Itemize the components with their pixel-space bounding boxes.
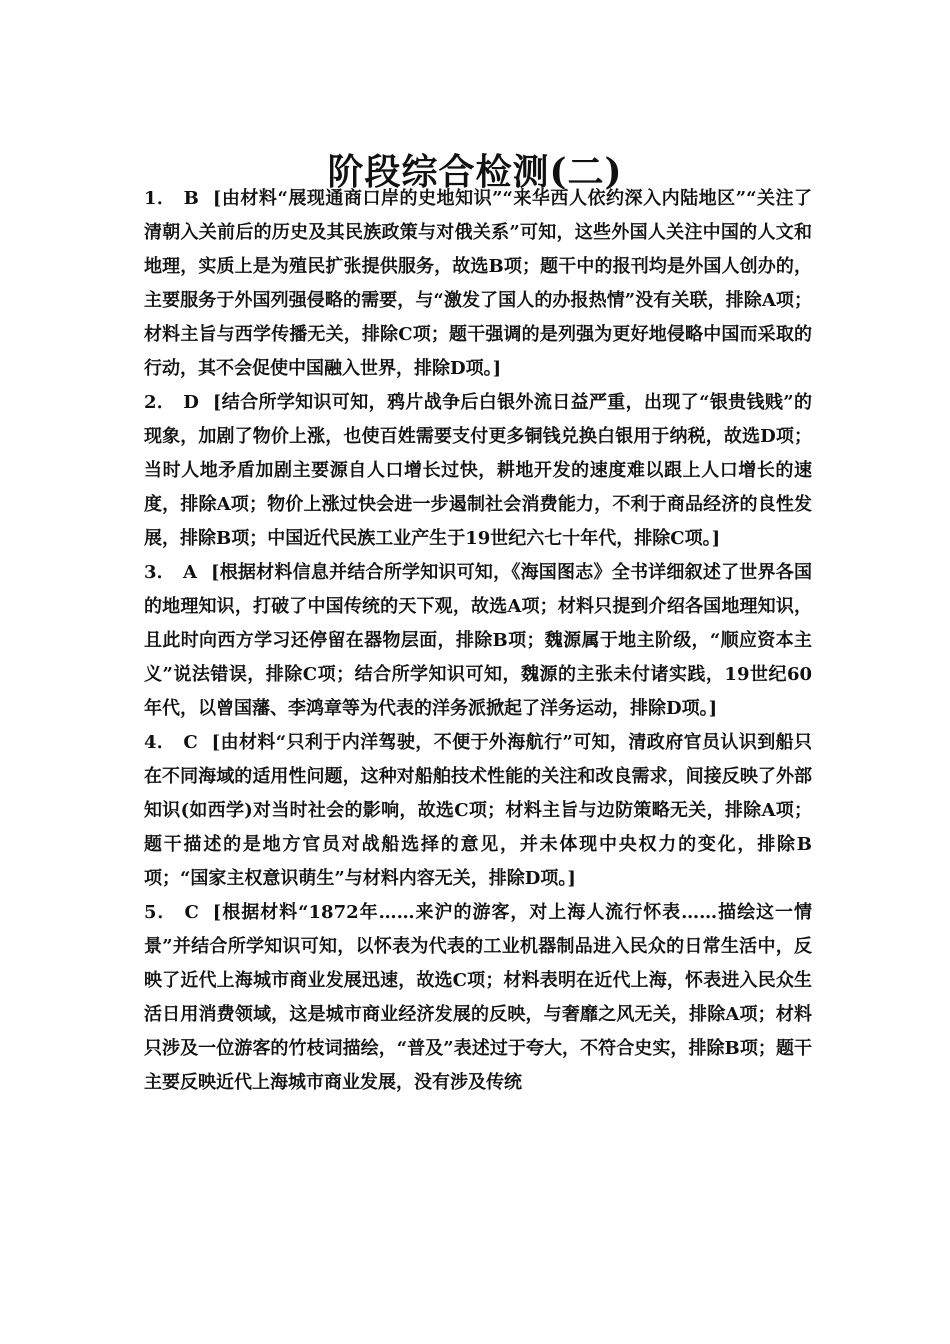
question-number: 1． (144, 188, 176, 209)
answer-explanation: [由材料“只利于内洋驾驶，不便于外海航行”可知，清政府官员认识到船只在不同海域的适用性问题，这种对船舶技术性能的关注和改良需求，间接反映了外部知识(如西学)对当时社会的影响，故选C项；材料主旨与边防策略无关，排除A项；题干描述的是地方官员对战船选择的意见，并未体现中央权力的变化，排除B项；“国家主权意识萌生”与材料内容无关，排除D项。] (144, 732, 812, 889)
answer-choice: C (183, 732, 198, 753)
answer-choice: C (184, 902, 199, 923)
answer-item-4 (144, 726, 812, 896)
answer-choice: B (183, 188, 199, 209)
answer-item-3 (144, 556, 812, 726)
answer-explanation: [结合所学知识可知，鸦片战争后白银外流日益严重，出现了“银贵钱贱”的现象，加剧了物价上涨，也使百姓需要支付更多铜钱兑换白银用于纳税，故选D项；当时人地矛盾加剧主要源自人口增长过快，耕地开发的速度难以跟上人口增长的速度，排除A项；物价上涨过快会进一步遏制社会消费能力，不利于商品经济的良性发展，排除B项；中国近代民族工业产生于19世纪六七十年代，排除C项。] (144, 392, 812, 549)
answer-item-2 (144, 386, 812, 556)
page-title: 阶段综合检测(二) (327, 151, 623, 194)
answer-choice: D (183, 392, 199, 413)
question-number: 4． (144, 732, 176, 753)
answer-item-5 (144, 896, 812, 1100)
question-number: 2． (144, 392, 176, 413)
answer-list (144, 182, 812, 1100)
answer-explanation: [由材料“展现通商口岸的史地知识”“来华西人依约深入内陆地区”“关注了清朝入关前后的历史及其民族政策与对俄关系”可知，这些外国人关注中国的人文和地理，实质上是为殖民扩张提供服务，故选B项；题干中的报刊均是外国人创办的，主要服务于外国列强侵略的需要，与“激发了国人的办报热情”没有关联，排除A项；材料主旨与西学传播无关，排除C项；题干强调的是列强为更好地侵略中国而采取的行动，其不会促使中国融入世界，排除D项。] (144, 188, 813, 379)
answer-explanation: [根据材料“1872年……来沪的游客，对上海人流行怀表……描绘这一情景”并结合所学知识可知，以怀表为代表的工业机器制品进入民众的日常生活中，反映了近代上海城市商业发展迅速，故选C项；材料表明在近代上海，怀表进入民众生活日用消费领域，这是城市商业经济发展的反映，与奢靡之风无关，排除A项；材料只涉及一位游客的竹枝词描绘，“普及”表述过于夸大，不符合史实，排除B项；题干主要反映近代上海城市商业发展，没有涉及传统 (144, 902, 812, 1093)
answer-choice: A (182, 562, 197, 583)
question-number: 5． (144, 902, 177, 923)
question-number: 3． (144, 562, 175, 583)
answer-item-1 (144, 182, 812, 386)
answer-explanation: [根据材料信息并结合所学知识可知，《海国图志》全书详细叙述了世界各国的地理知识，打破了中国传统的天下观，故选A项；材料只提到介绍各国地理知识，且此时向西方学习还停留在器物层面，排除B项；魏源属于地主阶级，“顺应资本主义”说法错误，排除C项；结合所学知识可知，魏源的主张未付诸实践，19世纪60年代，以曾国藩、李鸿章等为代表的洋务派掀起了洋务运动，排除D项。] (144, 562, 812, 719)
